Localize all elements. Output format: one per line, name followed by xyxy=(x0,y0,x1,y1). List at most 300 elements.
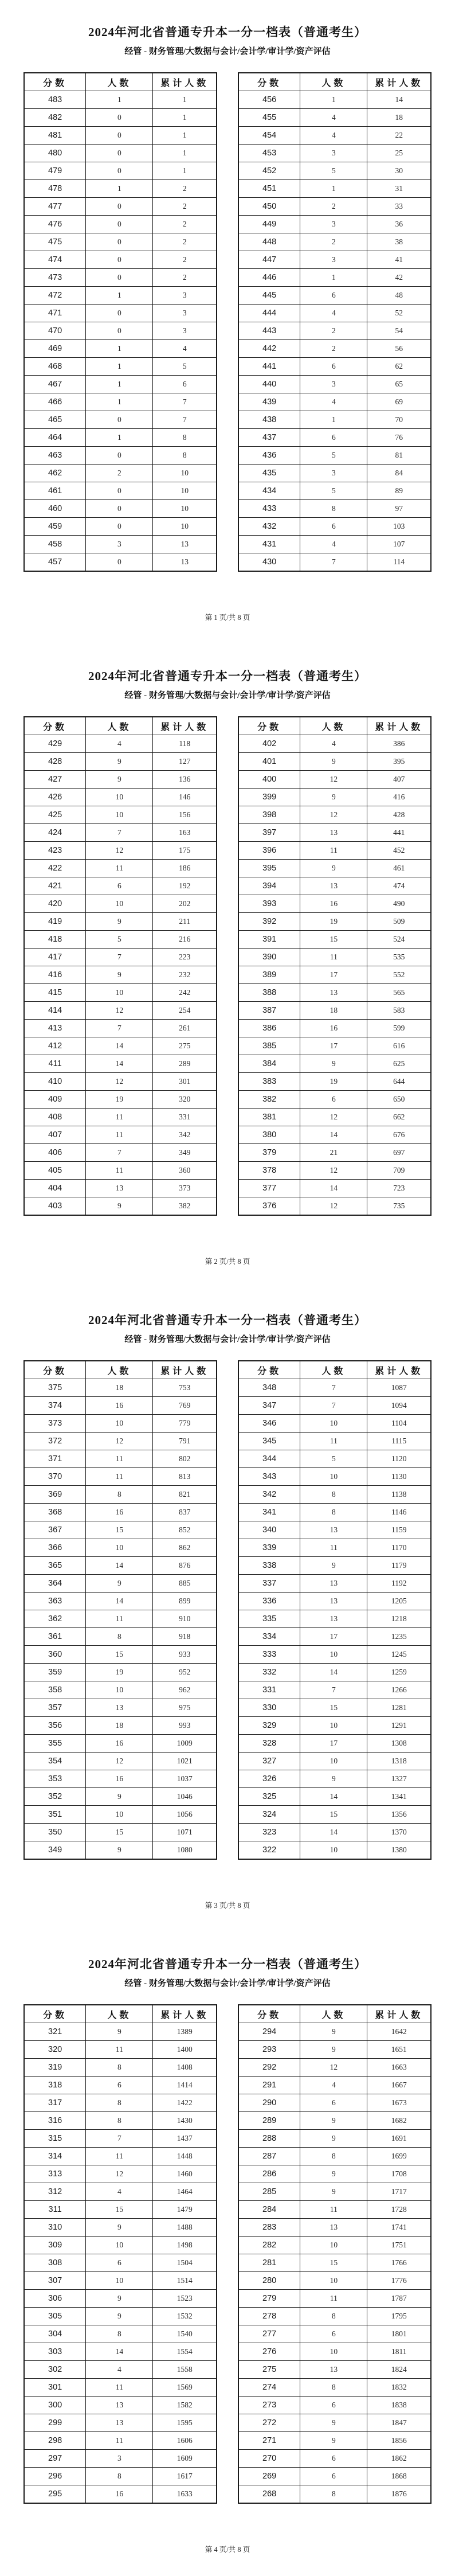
score-cell: 410 xyxy=(24,1073,86,1091)
count-cell: 9 xyxy=(86,1841,153,1860)
score-cell: 471 xyxy=(24,305,86,322)
score-cell: 402 xyxy=(238,735,300,753)
cumulative-cell: 952 xyxy=(153,1664,217,1681)
table-row xyxy=(238,1753,431,1770)
count-cell: 17 xyxy=(300,1037,367,1055)
count-cell: 13 xyxy=(86,1180,153,1197)
col-header-cumulative: 累计人数 xyxy=(367,1361,431,1379)
cumulative-cell: 1856 xyxy=(367,2432,431,2450)
table-row xyxy=(238,305,431,322)
score-cell: 372 xyxy=(24,1433,86,1450)
cumulative-cell: 802 xyxy=(153,1450,217,1468)
score-cell: 452 xyxy=(238,162,300,180)
score-cell: 386 xyxy=(238,1020,300,1037)
cumulative-cell: 175 xyxy=(153,842,217,860)
score-cell: 399 xyxy=(238,789,300,806)
score-cell: 439 xyxy=(238,393,300,411)
count-cell: 8 xyxy=(300,1486,367,1504)
table-row xyxy=(24,1770,217,1788)
table-row xyxy=(24,1073,217,1091)
cumulative-cell: 3 xyxy=(153,322,217,340)
cumulative-cell: 876 xyxy=(153,1557,217,1575)
cumulative-cell: 386 xyxy=(367,735,431,753)
score-cell: 457 xyxy=(24,553,86,572)
table-row xyxy=(238,1770,431,1788)
score-cell: 482 xyxy=(24,109,86,127)
score-cell: 460 xyxy=(24,500,86,518)
col-header-score: 分数 xyxy=(24,2005,86,2023)
table-row xyxy=(24,877,217,895)
score-cell: 391 xyxy=(238,931,300,949)
table-row xyxy=(238,1126,431,1144)
col-header-count: 人数 xyxy=(86,73,153,91)
count-cell: 10 xyxy=(86,895,153,913)
count-cell: 9 xyxy=(300,1055,367,1073)
count-cell: 7 xyxy=(86,1144,153,1162)
cumulative-cell: 1876 xyxy=(367,2485,431,2504)
score-cell: 310 xyxy=(24,2219,86,2237)
cumulative-cell: 223 xyxy=(153,949,217,966)
score-cell: 472 xyxy=(24,287,86,305)
tables-row xyxy=(0,2004,455,2504)
score-cell: 346 xyxy=(238,1415,300,1433)
cumulative-cell: 452 xyxy=(367,842,431,860)
cumulative-cell: 41 xyxy=(367,251,431,269)
count-cell: 6 xyxy=(300,2468,367,2485)
cumulative-cell: 583 xyxy=(367,1002,431,1020)
score-cell: 313 xyxy=(24,2165,86,2183)
score-cell: 376 xyxy=(238,1197,300,1216)
table-row xyxy=(24,1037,217,1055)
cumulative-cell: 2 xyxy=(153,198,217,216)
count-cell: 7 xyxy=(300,1681,367,1699)
score-cell: 461 xyxy=(24,482,86,500)
count-cell: 6 xyxy=(300,429,367,447)
cumulative-cell: 1087 xyxy=(367,1379,431,1397)
count-cell: 5 xyxy=(86,931,153,949)
score-cell: 432 xyxy=(238,518,300,536)
count-cell: 9 xyxy=(300,860,367,877)
count-cell: 12 xyxy=(300,1109,367,1126)
count-cell: 2 xyxy=(300,198,367,216)
table-row xyxy=(24,536,217,553)
score-cell: 378 xyxy=(238,1162,300,1180)
score-cell: 347 xyxy=(238,1397,300,1415)
cumulative-cell: 616 xyxy=(367,1037,431,1055)
cumulative-cell: 1179 xyxy=(367,1557,431,1575)
cumulative-cell: 13 xyxy=(153,553,217,572)
cumulative-cell: 1795 xyxy=(367,2308,431,2325)
table-row xyxy=(238,913,431,931)
score-cell: 464 xyxy=(24,429,86,447)
table-row xyxy=(24,518,217,536)
cumulative-cell: 36 xyxy=(367,216,431,233)
score-cell: 345 xyxy=(238,1433,300,1450)
cumulative-cell: 1479 xyxy=(153,2201,217,2219)
count-cell: 11 xyxy=(86,1109,153,1126)
cumulative-cell: 1569 xyxy=(153,2379,217,2397)
table-row xyxy=(238,2432,431,2450)
table-row xyxy=(24,2468,217,2485)
table-row xyxy=(238,340,431,358)
table-row xyxy=(238,269,431,287)
score-cell: 295 xyxy=(24,2485,86,2504)
count-cell: 9 xyxy=(300,2414,367,2432)
score-cell: 312 xyxy=(24,2183,86,2201)
table-row xyxy=(238,1091,431,1109)
cumulative-cell: 89 xyxy=(367,482,431,500)
count-cell: 0 xyxy=(86,482,153,500)
count-cell: 12 xyxy=(300,771,367,789)
cumulative-cell: 186 xyxy=(153,860,217,877)
count-cell: 11 xyxy=(300,949,367,966)
cumulative-cell: 81 xyxy=(367,447,431,465)
score-cell: 435 xyxy=(238,465,300,482)
count-cell: 4 xyxy=(86,735,153,753)
col-header-score: 分数 xyxy=(24,73,86,91)
cumulative-cell: 1218 xyxy=(367,1610,431,1628)
cumulative-cell: 933 xyxy=(153,1646,217,1664)
count-cell: 0 xyxy=(86,518,153,536)
score-cell: 466 xyxy=(24,393,86,411)
cumulative-cell: 1606 xyxy=(153,2432,217,2450)
cumulative-cell: 331 xyxy=(153,1109,217,1126)
score-cell: 326 xyxy=(238,1770,300,1788)
cumulative-cell: 837 xyxy=(153,1504,217,1521)
count-cell: 9 xyxy=(86,966,153,984)
score-cell: 350 xyxy=(24,1824,86,1841)
table-row xyxy=(24,376,217,393)
cumulative-cell: 1682 xyxy=(367,2112,431,2130)
count-cell: 14 xyxy=(300,1824,367,1841)
cumulative-cell: 1667 xyxy=(367,2077,431,2094)
count-cell: 11 xyxy=(300,1539,367,1557)
table-row xyxy=(24,1379,217,1397)
cumulative-cell: 30 xyxy=(367,162,431,180)
page-subtitle: 经管 - 财务管理/大数据与会计/会计学/审计学/资产评估 xyxy=(124,1335,331,1344)
table-row xyxy=(24,1753,217,1770)
count-cell: 16 xyxy=(86,2485,153,2504)
cumulative-cell: 107 xyxy=(367,536,431,553)
table-row xyxy=(238,860,431,877)
count-cell: 4 xyxy=(300,127,367,145)
cumulative-cell: 1699 xyxy=(367,2148,431,2165)
score-table-p2-right xyxy=(238,716,432,1216)
score-cell: 428 xyxy=(24,753,86,771)
cumulative-cell: 1356 xyxy=(367,1806,431,1824)
cumulative-cell: 211 xyxy=(153,913,217,931)
score-cell: 370 xyxy=(24,1468,86,1486)
cumulative-cell: 662 xyxy=(367,1109,431,1126)
table-row xyxy=(24,340,217,358)
cumulative-cell: 1235 xyxy=(367,1628,431,1646)
count-cell: 18 xyxy=(86,1379,153,1397)
count-cell: 0 xyxy=(86,305,153,322)
page-subtitle: 经管 - 财务管理/大数据与会计/会计学/审计学/资产评估 xyxy=(124,691,331,700)
score-cell: 382 xyxy=(238,1091,300,1109)
cumulative-cell: 821 xyxy=(153,1486,217,1504)
score-cell: 462 xyxy=(24,465,86,482)
table-row xyxy=(24,2343,217,2361)
score-cell: 444 xyxy=(238,305,300,322)
score-cell: 281 xyxy=(238,2254,300,2272)
table-row xyxy=(24,949,217,966)
count-cell: 3 xyxy=(86,536,153,553)
header-row xyxy=(24,2005,217,2023)
score-cell: 278 xyxy=(238,2308,300,2325)
count-cell: 6 xyxy=(300,2094,367,2112)
table-row xyxy=(238,1002,431,1020)
score-cell: 356 xyxy=(24,1717,86,1735)
cumulative-cell: 676 xyxy=(367,1126,431,1144)
count-cell: 5 xyxy=(300,1450,367,1468)
score-cell: 395 xyxy=(238,860,300,877)
cumulative-cell: 1691 xyxy=(367,2130,431,2148)
score-cell: 299 xyxy=(24,2414,86,2432)
cumulative-cell: 1673 xyxy=(367,2094,431,2112)
cumulative-cell: 261 xyxy=(153,1020,217,1037)
cumulative-cell: 22 xyxy=(367,127,431,145)
count-cell: 4 xyxy=(300,735,367,753)
cumulative-cell: 1651 xyxy=(367,2041,431,2059)
table-row xyxy=(238,2165,431,2183)
table-row xyxy=(238,1824,431,1841)
table-row xyxy=(238,2148,431,2165)
cumulative-cell: 1259 xyxy=(367,1664,431,1681)
table-row xyxy=(24,1180,217,1197)
cumulative-cell: 885 xyxy=(153,1575,217,1593)
count-cell: 18 xyxy=(86,1717,153,1735)
table-row xyxy=(24,1610,217,1628)
cumulative-cell: 2 xyxy=(153,269,217,287)
cumulative-cell: 7 xyxy=(153,393,217,411)
cumulative-cell: 644 xyxy=(367,1073,431,1091)
score-cell: 335 xyxy=(238,1610,300,1628)
count-cell: 0 xyxy=(86,269,153,287)
score-cell: 385 xyxy=(238,1037,300,1055)
col-header-score: 分数 xyxy=(24,1361,86,1379)
score-cell: 427 xyxy=(24,771,86,789)
score-cell: 373 xyxy=(24,1415,86,1433)
cumulative-cell: 650 xyxy=(367,1091,431,1109)
cumulative-cell: 118 xyxy=(153,735,217,753)
score-cell: 271 xyxy=(238,2432,300,2450)
page-title: 2024年河北省普通专升本一分一档表（普通考生） xyxy=(88,669,367,683)
cumulative-cell: 1633 xyxy=(153,2485,217,2504)
cumulative-cell: 1009 xyxy=(153,1735,217,1753)
score-cell: 286 xyxy=(238,2165,300,2183)
cumulative-cell: 42 xyxy=(367,269,431,287)
cumulative-cell: 552 xyxy=(367,966,431,984)
count-cell: 8 xyxy=(300,2148,367,2165)
score-cell: 384 xyxy=(238,1055,300,1073)
cumulative-cell: 84 xyxy=(367,465,431,482)
score-cell: 368 xyxy=(24,1504,86,1521)
cumulative-cell: 103 xyxy=(367,518,431,536)
count-cell: 14 xyxy=(86,1037,153,1055)
cumulative-cell: 428 xyxy=(367,806,431,824)
cumulative-cell: 301 xyxy=(153,1073,217,1091)
count-cell: 4 xyxy=(300,536,367,553)
page-4 xyxy=(0,1932,455,2576)
cumulative-cell: 1488 xyxy=(153,2219,217,2237)
table-row xyxy=(24,1126,217,1144)
table-row xyxy=(24,1055,217,1073)
score-cell: 355 xyxy=(24,1735,86,1753)
score-cell: 349 xyxy=(24,1841,86,1860)
score-cell: 319 xyxy=(24,2059,86,2077)
cumulative-cell: 4 xyxy=(153,340,217,358)
cumulative-cell: 13 xyxy=(153,536,217,553)
cumulative-cell: 1540 xyxy=(153,2325,217,2343)
table-row xyxy=(24,1415,217,1433)
score-cell: 366 xyxy=(24,1539,86,1557)
score-cell: 441 xyxy=(238,358,300,376)
cumulative-cell: 349 xyxy=(153,1144,217,1162)
count-cell: 13 xyxy=(300,1593,367,1610)
table-row xyxy=(238,2219,431,2237)
score-cell: 420 xyxy=(24,895,86,913)
score-cell: 392 xyxy=(238,913,300,931)
count-cell: 10 xyxy=(86,1415,153,1433)
score-cell: 359 xyxy=(24,1664,86,1681)
table-row xyxy=(238,824,431,842)
count-cell: 10 xyxy=(86,1681,153,1699)
table-row xyxy=(238,518,431,536)
count-cell: 9 xyxy=(86,2308,153,2325)
cumulative-cell: 54 xyxy=(367,322,431,340)
table-row xyxy=(24,824,217,842)
score-cell: 394 xyxy=(238,877,300,895)
count-cell: 4 xyxy=(300,393,367,411)
table-row xyxy=(24,1091,217,1109)
score-table-p3-right xyxy=(238,1360,432,1860)
table-row xyxy=(24,2361,217,2379)
table-row xyxy=(24,198,217,216)
table-row xyxy=(24,1504,217,1521)
score-cell: 380 xyxy=(238,1126,300,1144)
table-row xyxy=(238,1450,431,1468)
score-cell: 284 xyxy=(238,2201,300,2219)
cumulative-cell: 1341 xyxy=(367,1788,431,1806)
cumulative-cell: 910 xyxy=(153,1610,217,1628)
count-cell: 19 xyxy=(86,1091,153,1109)
cumulative-cell: 1766 xyxy=(367,2254,431,2272)
cumulative-cell: 1370 xyxy=(367,1824,431,1841)
cumulative-cell: 1056 xyxy=(153,1806,217,1824)
score-cell: 285 xyxy=(238,2183,300,2201)
table-row xyxy=(24,1788,217,1806)
cumulative-cell: 697 xyxy=(367,1144,431,1162)
header-row xyxy=(24,1361,217,1379)
cumulative-cell: 1 xyxy=(153,145,217,162)
score-cell: 383 xyxy=(238,1073,300,1091)
cumulative-cell: 1245 xyxy=(367,1646,431,1664)
cumulative-cell: 1642 xyxy=(367,2023,431,2041)
table-row xyxy=(238,1557,431,1575)
table-row xyxy=(238,2308,431,2325)
count-cell: 6 xyxy=(86,877,153,895)
cumulative-cell: 1717 xyxy=(367,2183,431,2201)
table-row xyxy=(238,2077,431,2094)
cumulative-cell: 1741 xyxy=(367,2219,431,2237)
col-header-count: 人数 xyxy=(300,73,367,91)
cumulative-cell: 565 xyxy=(367,984,431,1002)
table-row xyxy=(24,447,217,465)
count-cell: 12 xyxy=(300,2059,367,2077)
score-cell: 417 xyxy=(24,949,86,966)
score-cell: 422 xyxy=(24,860,86,877)
count-cell: 0 xyxy=(86,233,153,251)
count-cell: 12 xyxy=(300,806,367,824)
score-cell: 476 xyxy=(24,216,86,233)
table-row xyxy=(24,2432,217,2450)
table-row xyxy=(24,931,217,949)
count-cell: 16 xyxy=(86,1770,153,1788)
table-row xyxy=(24,2041,217,2059)
cumulative-cell: 1617 xyxy=(153,2468,217,2485)
score-cell: 287 xyxy=(238,2148,300,2165)
table-row xyxy=(238,842,431,860)
score-cell: 459 xyxy=(24,518,86,536)
table-row xyxy=(24,2201,217,2219)
count-cell: 10 xyxy=(300,1646,367,1664)
header-row xyxy=(238,2005,431,2023)
header-row xyxy=(238,73,431,91)
score-cell: 419 xyxy=(24,913,86,931)
count-cell: 10 xyxy=(300,2237,367,2254)
score-cell: 430 xyxy=(238,553,300,572)
cumulative-cell: 1 xyxy=(153,109,217,127)
cumulative-cell: 1728 xyxy=(367,2201,431,2219)
table-row xyxy=(238,2414,431,2432)
table-row xyxy=(238,1415,431,1433)
count-cell: 17 xyxy=(300,1628,367,1646)
count-cell: 11 xyxy=(86,1126,153,1144)
score-cell: 277 xyxy=(238,2325,300,2343)
score-cell: 296 xyxy=(24,2468,86,2485)
score-cell: 458 xyxy=(24,536,86,553)
score-cell: 423 xyxy=(24,842,86,860)
col-header-count: 人数 xyxy=(86,2005,153,2023)
count-cell: 1 xyxy=(86,180,153,198)
col-header-cumulative: 累计人数 xyxy=(367,2005,431,2023)
cumulative-cell: 192 xyxy=(153,877,217,895)
count-cell: 14 xyxy=(300,1126,367,1144)
page-3 xyxy=(0,1288,455,1932)
table-row xyxy=(24,145,217,162)
count-cell: 13 xyxy=(86,1699,153,1717)
table-row xyxy=(238,2023,431,2041)
cumulative-cell: 2 xyxy=(153,180,217,198)
score-cell: 374 xyxy=(24,1397,86,1415)
table-row xyxy=(238,1841,431,1860)
table-row xyxy=(238,789,431,806)
score-cell: 276 xyxy=(238,2343,300,2361)
count-cell: 10 xyxy=(300,2343,367,2361)
score-cell: 421 xyxy=(24,877,86,895)
col-header-cumulative: 累计人数 xyxy=(153,717,217,735)
count-cell: 0 xyxy=(86,553,153,572)
cumulative-cell: 136 xyxy=(153,771,217,789)
count-cell: 8 xyxy=(300,500,367,518)
score-cell: 477 xyxy=(24,198,86,216)
table-row xyxy=(238,984,431,1002)
score-cell: 445 xyxy=(238,287,300,305)
count-cell: 8 xyxy=(86,2059,153,2077)
score-table-p3-left xyxy=(23,1360,217,1860)
score-cell: 352 xyxy=(24,1788,86,1806)
